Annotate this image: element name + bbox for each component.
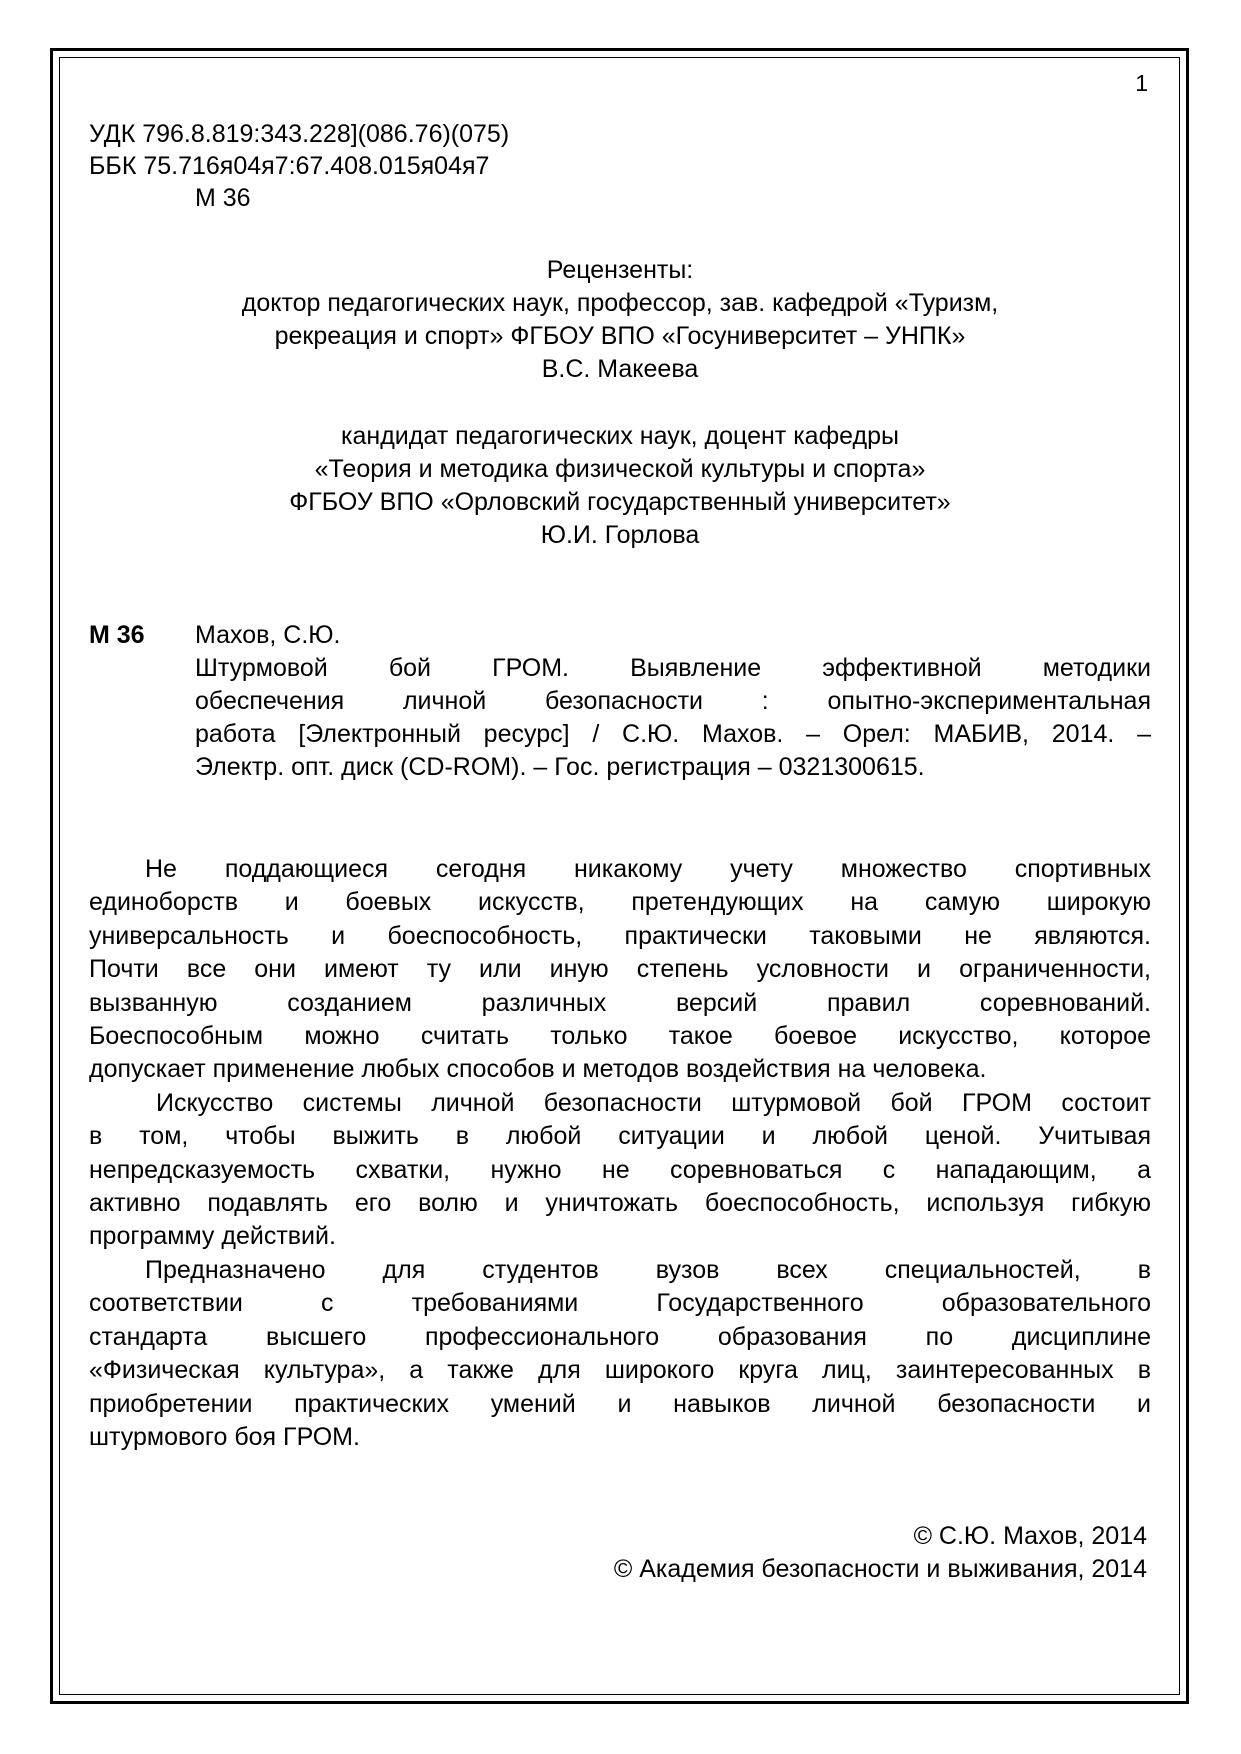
abstract-line: соответствии с требованиями Государственного образовательного — [89, 1289, 1151, 1318]
cutter-code: М 36 — [195, 184, 251, 212]
copyright-author: © С.Ю. Махов, 2014 — [913, 1522, 1147, 1550]
copyright-publisher: © Академия безопасности и выживания, 2014 — [613, 1555, 1147, 1583]
abstract-line: допускает применение любых способов и методов воздействия на человека. — [89, 1055, 987, 1084]
biblio-line: Электр. опт. диск (CD-ROM). – Гос. регистрация – 0321300615. — [195, 753, 925, 781]
biblio-line: Штурмовой бой ГРОМ. Выявление эффективной методики — [195, 654, 1151, 682]
reviewer-2-line-2: «Теория и методика физической культуры и спорта» — [314, 455, 926, 483]
reviewer-2-block — [89, 420, 1151, 552]
reviewers-block — [89, 254, 1151, 386]
biblio-author: Махов, С.Ю. — [195, 621, 341, 649]
biblio-line: обеспечения личной безопасности : опытно-экспериментальная — [195, 687, 1151, 715]
abstract-line: Не поддающиеся сегодня никакому учету множество спортивных — [145, 855, 1151, 883]
abstract-line: Почти все они имеют ту или иную степень условности и ограниченности, — [89, 955, 1151, 984]
page-number: 1 — [1135, 70, 1148, 96]
abstract-line: программу действий. — [89, 1222, 336, 1251]
reviewer-2-line-1: кандидат педагогических наук, доцент кафедры — [341, 422, 899, 450]
reviewer-1-line-1: доктор педагогических наук, профессор, зав. кафедрой «Туризм, — [241, 289, 999, 317]
abstract-line: универсальность и боеспособность, практически таковыми не являются. — [89, 921, 1151, 950]
reviewer-2-name: Ю.И. Горлова — [540, 521, 700, 549]
abstract-line: приобретении практических умений и навыков личной безопасности и — [89, 1389, 1151, 1418]
copyright-block — [614, 1520, 1147, 1586]
abstract-line: непредсказуемость схватки, нужно не соревноваться с нападающим, а — [89, 1155, 1151, 1184]
abstract-line: «Физическая культура», а также для широкого круга лиц, заинтересованных в — [89, 1356, 1151, 1385]
abstract-line: штурмового боя ГРОМ. — [89, 1422, 360, 1451]
reviewer-1-name: В.С. Макеева — [541, 355, 699, 383]
udk-code: УДК 796.8.819:343.228](086.76)(075) — [89, 120, 510, 148]
abstract-line: стандарта высшего профессионального образования по дисциплине — [89, 1322, 1151, 1351]
abstract-line: активно подавлять его волю и уничтожать боеспособность, используя гибкую — [89, 1189, 1151, 1218]
reviewer-2-line-3: ФГБОУ ВПО «Орловский государственный университет» — [289, 488, 951, 516]
biblio-description — [195, 652, 1151, 784]
abstract-line: единоборств и боевых искусств, претендующих на самую широкую — [89, 888, 1151, 917]
classification-block — [89, 118, 509, 214]
bbk-code: ББК 75.716я04я7:67.408.015я04я7 — [89, 152, 490, 180]
abstract-line: Предназначено для студентов вузов всех специальностей, в — [145, 1255, 1151, 1284]
biblio-cutter-code: М 36 — [89, 621, 145, 649]
abstract-line: Боеспособным можно считать только такое боевое искусство, которое — [89, 1022, 1151, 1051]
abstract-line: в том, чтобы выжить в любой ситуации и любой ценой. Учитывая — [89, 1122, 1151, 1151]
reviewer-1-line-2: рекреация и спорт» ФГБОУ ВПО «Госуниверситет – УНПК» — [274, 322, 966, 350]
abstract — [89, 853, 1151, 1454]
abstract-line: Искусство системы личной безопасности штурмовой бой ГРОМ состоит — [156, 1088, 1151, 1117]
reviewers-heading: Рецензенты: — [546, 256, 694, 284]
abstract-line: вызванную созданием различных версий правил соревнований. — [89, 988, 1151, 1017]
biblio-line: работа [Электронный ресурс] / С.Ю. Махов. – Орел: МАБИВ, 2014. – — [195, 720, 1151, 748]
